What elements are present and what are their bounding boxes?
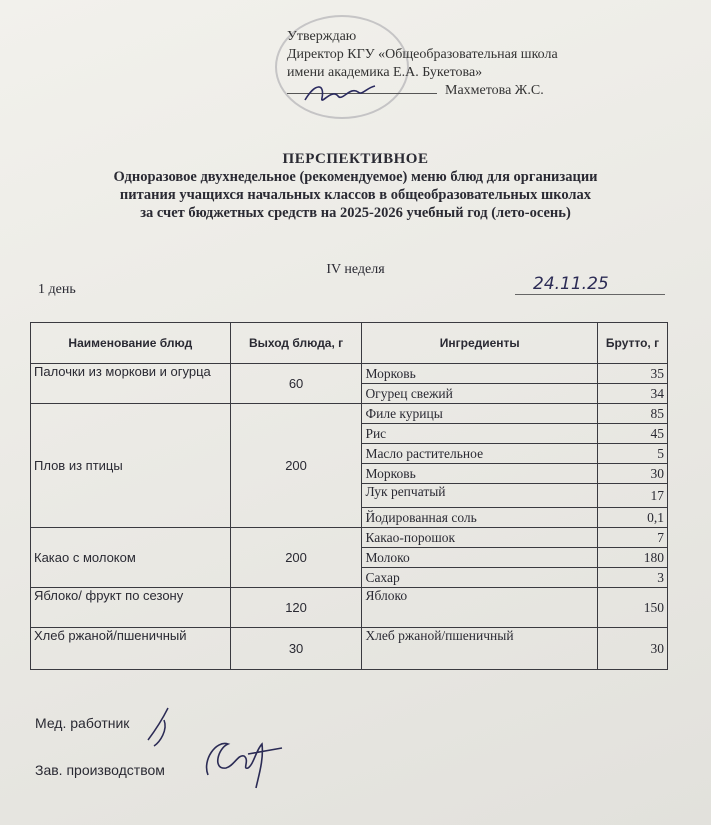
brutto-cell: 0,1 <box>598 508 668 528</box>
ingredient-cell: Морковь <box>362 464 598 484</box>
menu-table <box>30 322 668 670</box>
approval-line-1: Утверждаю <box>287 29 357 44</box>
brutto-cell: 7 <box>598 528 668 548</box>
table-row <box>31 588 668 628</box>
ingredient-cell: Лук репчатый <box>362 484 598 508</box>
ingredient-cell: Масло растительное <box>362 444 598 464</box>
dish-cell: Плов из птицы <box>31 404 231 528</box>
ingredient-cell: Рис <box>362 424 598 444</box>
day-label: 1 день <box>38 282 76 297</box>
brutto-cell: 180 <box>598 548 668 568</box>
ingredient-cell: Молоко <box>362 548 598 568</box>
director-signature <box>300 78 380 108</box>
week-label: IV неделя <box>326 262 385 277</box>
brutto-cell: 30 <box>598 464 668 484</box>
header-ingredients: Ингредиенты <box>362 323 598 364</box>
production-head-signature <box>198 730 288 790</box>
med-worker-label: Мед. работник <box>35 715 130 731</box>
table-row <box>31 404 668 424</box>
header-brutto: Брутто, г <box>598 323 668 364</box>
table-header-row <box>31 323 668 364</box>
yield-cell: 200 <box>230 528 362 588</box>
handwritten-date: 24.11.25 <box>515 274 665 295</box>
brutto-cell: 35 <box>598 364 668 384</box>
ingredient-cell: Яблоко <box>362 588 598 628</box>
approval-line-2: Директор КГУ «Общеобразовательная школа <box>287 47 558 62</box>
brutto-cell: 45 <box>598 424 668 444</box>
ingredient-cell: Какао-порошок <box>362 528 598 548</box>
ingredient-cell: Сахар <box>362 568 598 588</box>
ingredient-cell: Йодированная соль <box>362 508 598 528</box>
title-line-3: за счет бюджетных средств на 2025-2026 учебный год (лето-осень) <box>140 205 571 221</box>
header-dish: Наименование блюд <box>31 323 231 364</box>
title-heading: ПЕРСПЕКТИВНОЕ <box>282 151 429 167</box>
title-line-1: Одноразовое двухнедельное (рекомендуемое) меню блюд для организации <box>113 169 598 185</box>
yield-cell: 200 <box>230 404 362 528</box>
table-row <box>31 364 668 384</box>
brutto-cell: 150 <box>598 588 668 628</box>
title-line-2: питания учащихся начальных классов в общеобразовательных школах <box>119 187 592 203</box>
brutto-cell: 5 <box>598 444 668 464</box>
table-row <box>31 528 668 548</box>
header-yield: Выход блюда, г <box>230 323 362 364</box>
ingredient-cell: Огурец свежий <box>362 384 598 404</box>
dish-cell: Какао с молоком <box>31 528 231 588</box>
brutto-cell: 30 <box>598 628 668 670</box>
brutto-cell: 34 <box>598 384 668 404</box>
document-title <box>20 150 691 222</box>
production-head-label: Зав. производством <box>35 762 165 778</box>
yield-cell: 60 <box>230 364 362 404</box>
ingredient-cell: Морковь <box>362 364 598 384</box>
yield-cell: 120 <box>230 588 362 628</box>
brutto-cell: 3 <box>598 568 668 588</box>
table-row <box>31 628 668 670</box>
ingredient-cell: Филе курицы <box>362 404 598 424</box>
dish-cell: Палочки из моркови и огурца <box>31 364 231 404</box>
med-worker-signature <box>140 700 190 750</box>
dish-cell: Хлеб ржаной/пшеничный <box>31 628 231 670</box>
brutto-cell: 17 <box>598 484 668 508</box>
brutto-cell: 85 <box>598 404 668 424</box>
yield-cell: 30 <box>230 628 362 670</box>
approval-line-3: имени академика Е.А. Букетова» <box>287 65 483 80</box>
dish-cell: Яблоко/ фрукт по сезону <box>31 588 231 628</box>
ingredient-cell: Хлеб ржаной/пшеничный <box>362 628 598 670</box>
director-name: Махметова Ж.С. <box>445 83 544 98</box>
